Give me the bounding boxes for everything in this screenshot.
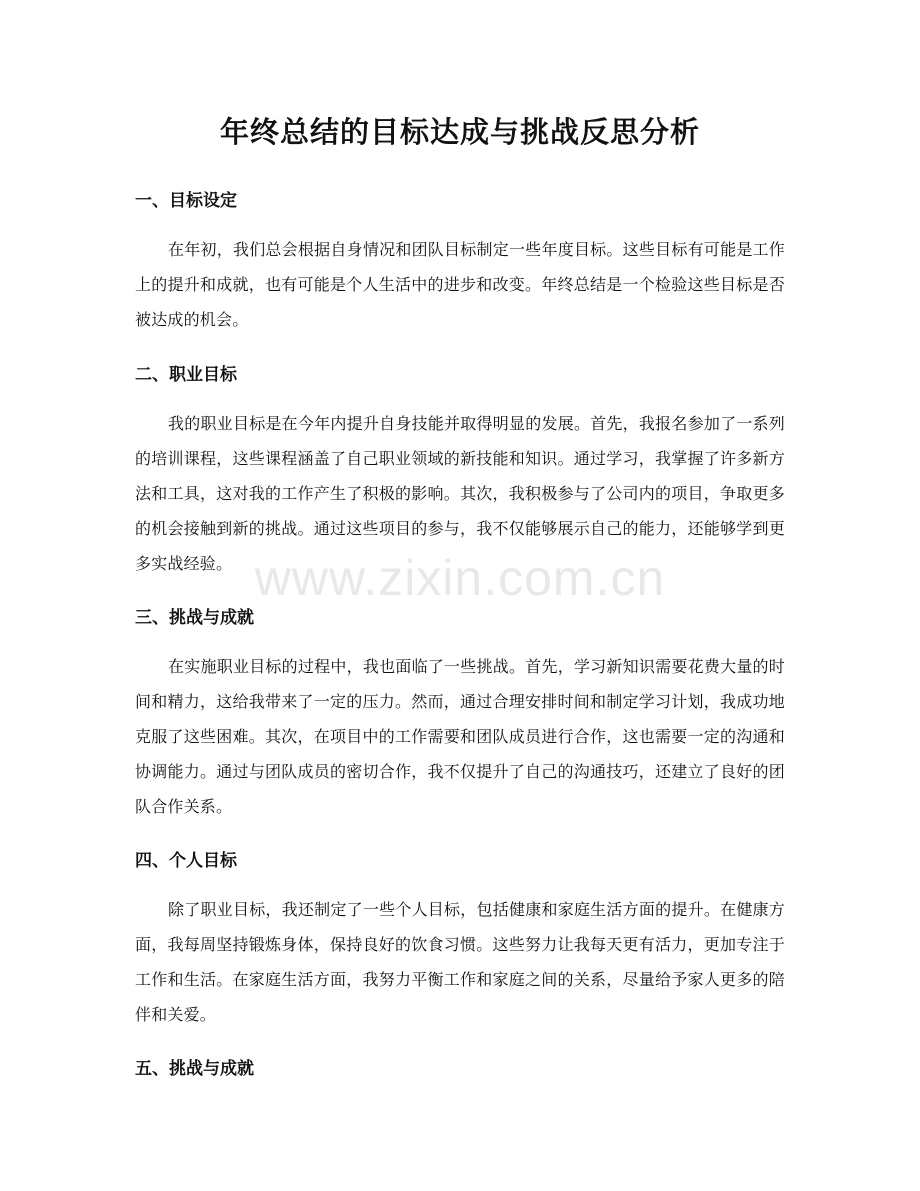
section-heading-1: 一、目标设定 [135,191,237,211]
section-paragraph-1: 在年初，我们总会根据自身情况和团队目标制定一些年度目标。这些目标有可能是工作上的提升和成就，也有可能是个人生活中的进步和改变。年终总结是一个检验这些目标是否被达成的机会。 [135,240,785,329]
section-heading-2: 二、职业目标 [135,365,237,385]
section-paragraph-4: 除了职业目标，我还制定了一些个人目标，包括健康和家庭生活方面的提升。在健康方面，我每周坚持锻炼身体，保持良好的饮食习惯。这些努力让我每天更有活力，更加专注于工作和生活。在家庭生活方面，我努力平衡工作和家庭之间的关系，尽量给予家人更多的陪伴和关爱。 [135,900,785,1024]
page-title: 年终总结的目标达成与挑战反思分析 [219,115,700,149]
section-heading-5: 五、挑战与成就 [135,1059,254,1079]
section-heading-4: 四、个人目标 [135,851,237,871]
section-paragraph-3: 在实施职业目标的过程中，我也面临了一些挑战。首先，学习新知识需要花费大量的时间和精力，这给我带来了一定的压力。然而，通过合理安排时间和制定学习计划，我成功地克服了这些困难。其次，在项目中的工作需要和团队成员进行合作，这也需要一定的沟通和协调能力。通过与团队成员的密切合作，我不仅提升了自己的沟通技巧，还建立了良好的团队合作关系。 [135,657,785,816]
watermark: www.zixin.com.cn [254,550,666,606]
section-paragraph-2: 我的职业目标是在今年内提升自身技能并取得明显的发展。首先，我报名参加了一系列的培训课程，这些课程涵盖了自己职业领域的新技能和知识。通过学习，我掌握了许多新方法和工具，这对我的工作产生了积极的影响。其次，我积极参与了公司内的项目，争取更多的机会接触到新的挑战。通过这些项目的参与，我不仅能够展示自己的能力，还能够学到更多实战经验。 [135,414,785,573]
section-heading-3: 三、挑战与成就 [135,608,254,628]
